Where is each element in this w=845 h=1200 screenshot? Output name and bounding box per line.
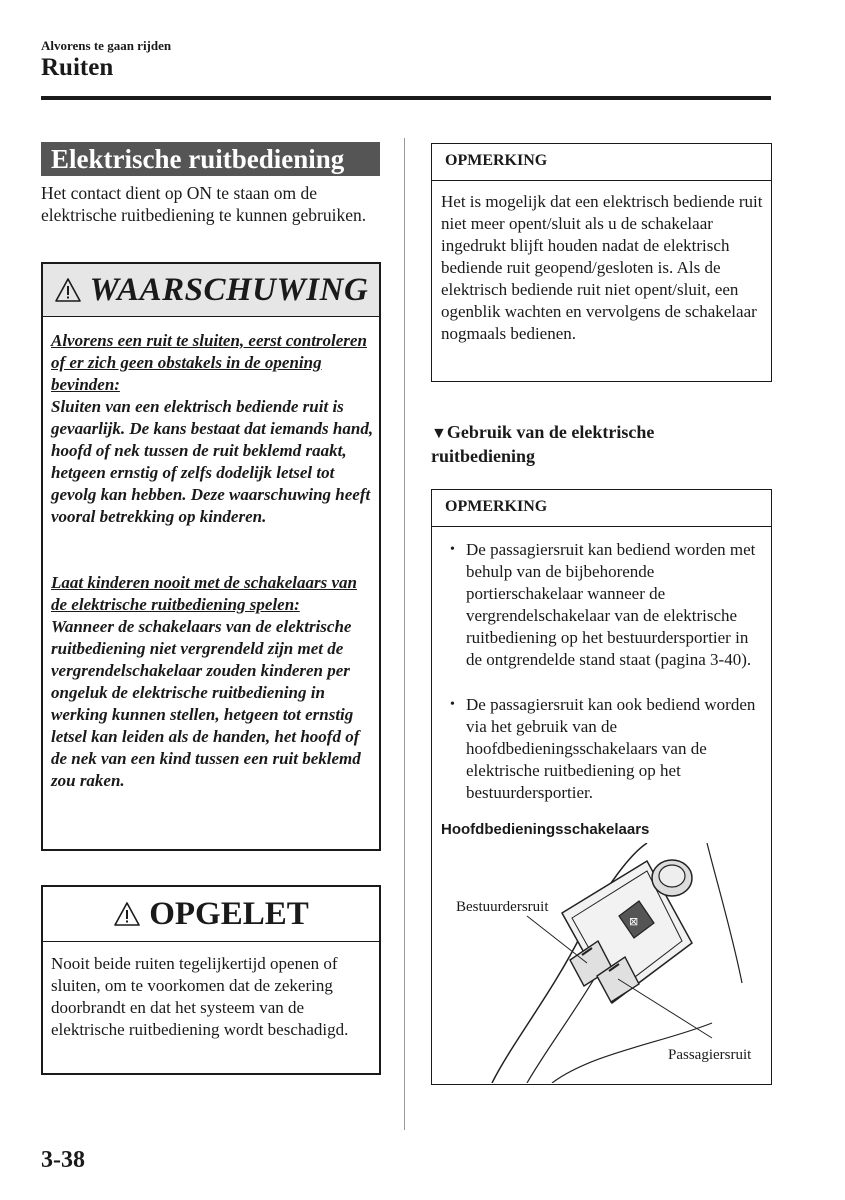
caution-header [43, 887, 379, 942]
warning-paragraph-1 [51, 330, 377, 528]
section-heading [41, 142, 380, 176]
warning-box [41, 262, 381, 851]
subsection-heading-text: Gebruik van de elektrische ruitbediening [431, 422, 655, 466]
note-header [432, 144, 771, 181]
intro-paragraph: Het contact dient op ON te staan om de elektrische ruitbediening te kunnen gebruiken. [41, 183, 367, 225]
caution-text: Nooit beide ruiten tegelijkertijd openen of sluiten, om te voorkomen dat de zekering doorbrandt en dat het systeem van de elektrische ruitbediening wordt beschadigd. [51, 954, 349, 1039]
note-box-2 [431, 489, 772, 1085]
note-box-1 [431, 143, 772, 382]
note-label: OPMERKING [445, 498, 548, 515]
warning-lead-2: Laat kinderen nooit met de schakelaars van de elektrische ruitbediening spelen: [51, 573, 357, 614]
list-item-text: De passagiersruit kan bediend worden met behulp van de bijbehorende portierschakelaar wanneer de vergrendelschakelaar van de elektrische ruitbediening op het bestuurdersportier in de ontgrendelde stand staat (pagina 3-40). [466, 540, 756, 669]
label-passenger-window: Passagiersruit [668, 1047, 752, 1063]
page-number: 3-38 [41, 1147, 85, 1173]
list-item-text: De passagiersruit kan ook bediend worden via het gebruik van de hoofdbedieningsschakelaars van de elektrische ruitbediening op het bestuurdersportier. [466, 695, 756, 802]
warning-lead-1: Alvorens een ruit te sluiten, eerst controleren of er zich geen obstakels in de opening bevinden: [51, 331, 367, 394]
warning-triangle-icon [113, 901, 141, 927]
bullet-icon: • [450, 542, 455, 557]
diagram-caption: Hoofdbedieningsschakelaars [441, 821, 650, 838]
triangle-down-icon: ▼ [431, 425, 447, 442]
breadcrumb: Alvorens te gaan rijden [41, 38, 172, 53]
switch-diagram [432, 843, 771, 1083]
label-driver-window: Bestuurdersruit [456, 899, 549, 915]
caution-box [41, 885, 381, 1075]
warning-body-2: Wanneer de schakelaars van de elektrische ruitbediening niet vergrendeld zijn met de vergrendelschakelaar zouden kinderen per ongeluk de elektrische ruitbediening in werking kunnen stellen, hetgeen tot ernstig letsel kan leiden als de handen, het hoofd of de nek van een kind tussen een ruit beklemd zou raken. [51, 617, 361, 790]
svg-text:⊠: ⊠ [629, 915, 639, 928]
warning-title: WAARSCHUWING [89, 271, 369, 308]
note-header [432, 490, 771, 527]
subsection-heading [431, 421, 761, 467]
warning-triangle-icon [54, 277, 82, 303]
caution-title: OPGELET [149, 895, 309, 932]
warning-body-1: Sluiten van een elektrisch bediende ruit is gevaarlijk. De kans bestaat dat iemands hand, hoofd of nek tussen de ruit beklemd raakt, hetgeen ernstig of zelfs dodelijk letsel tot gevolg kan hebben. Deze waarschuwing heeft vooral betrekking op kinderen. [51, 397, 374, 526]
title-rule [41, 96, 771, 100]
section-heading-text: Elektrische ruitbediening [51, 144, 345, 174]
warning-paragraph-2 [51, 572, 377, 792]
warning-header [43, 264, 379, 317]
bullet-icon: • [450, 697, 455, 712]
column-divider [404, 138, 405, 1130]
note-text: Het is mogelijk dat een elektrisch bediende ruit niet meer opent/sluit als u de schakelaar ingedrukt blijft houden nadat de elektrisch bediende ruit geopend/gesloten is. Als de elektrisch bediende ruit niet opent/sluit, een ogenblik wachten en vervolgens de schakelaar nogmaals bedienen. [441, 192, 763, 343]
note-label: OPMERKING [445, 152, 548, 169]
page-title: Ruiten [41, 54, 114, 81]
